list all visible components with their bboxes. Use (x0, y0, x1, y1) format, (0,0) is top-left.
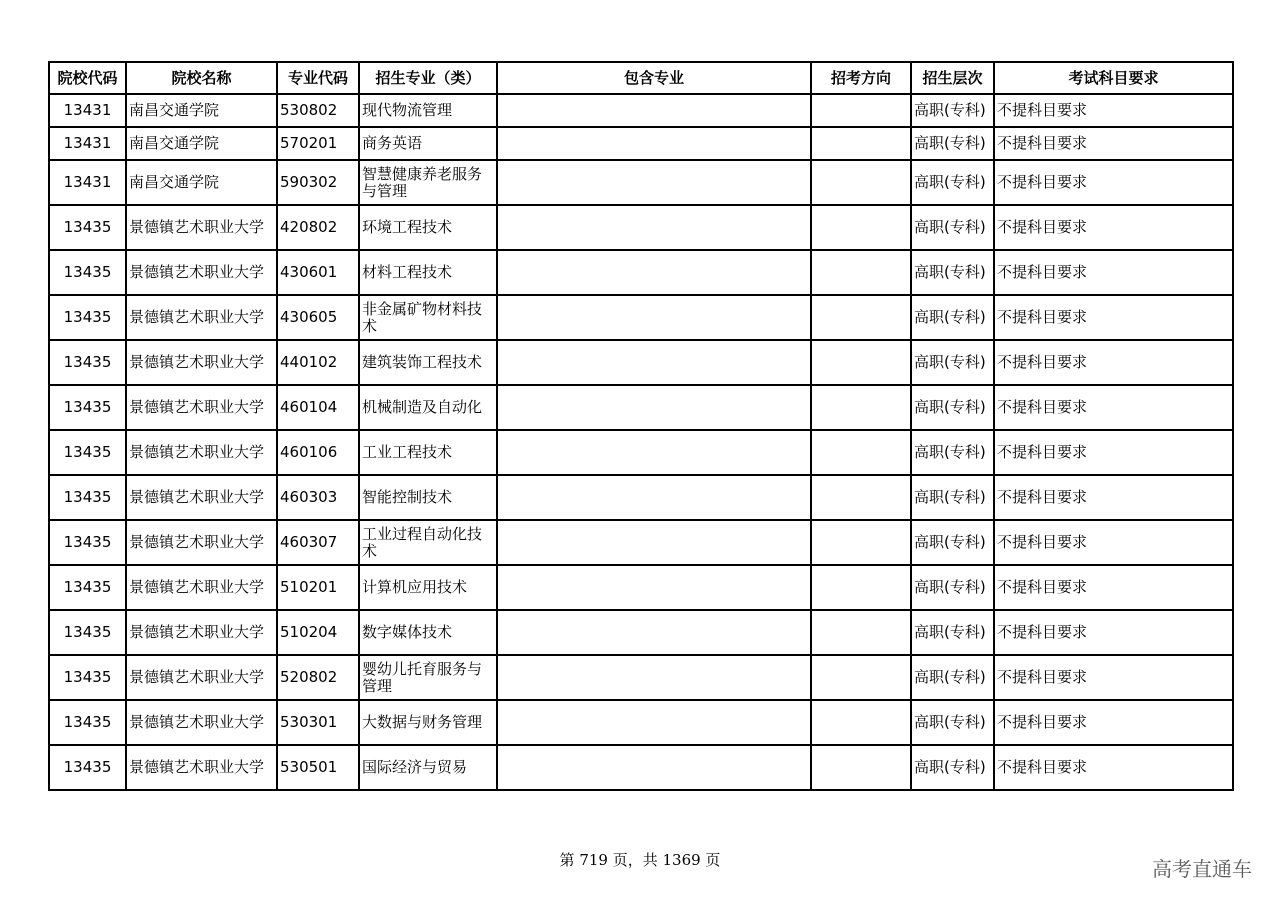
cell-direction (811, 655, 911, 700)
table-row (49, 430, 1233, 475)
cell-major-code: 590302 (277, 160, 359, 205)
header-level: 招生层次 (911, 62, 994, 94)
cell-level: 高职(专科) (911, 127, 994, 160)
cell-major: 工业工程技术 (359, 430, 497, 475)
table-row (49, 250, 1233, 295)
cell-subject-requirement: 不提科目要求 (994, 700, 1233, 745)
cell-level: 高职(专科) (911, 160, 994, 205)
cell-level: 高职(专科) (911, 340, 994, 385)
cell-school-code: 13435 (49, 610, 126, 655)
cell-included-majors (497, 250, 811, 295)
cell-major-code: 460106 (277, 430, 359, 475)
cell-included-majors (497, 700, 811, 745)
cell-school-name: 南昌交通学院 (126, 127, 277, 160)
header-major-code: 专业代码 (277, 62, 359, 94)
cell-school-code: 13435 (49, 295, 126, 340)
cell-major-code: 530501 (277, 745, 359, 790)
cell-major-code: 510201 (277, 565, 359, 610)
cell-subject-requirement: 不提科目要求 (994, 340, 1233, 385)
table-row (49, 160, 1233, 205)
cell-school-name: 景德镇艺术职业大学 (126, 565, 277, 610)
cell-school-code: 13435 (49, 250, 126, 295)
cell-major: 数字媒体技术 (359, 610, 497, 655)
cell-subject-requirement: 不提科目要求 (994, 205, 1233, 250)
table-row (49, 565, 1233, 610)
cell-included-majors (497, 94, 811, 127)
table-row (49, 610, 1233, 655)
cell-school-code: 13435 (49, 700, 126, 745)
cell-subject-requirement: 不提科目要求 (994, 475, 1233, 520)
cell-direction (811, 565, 911, 610)
cell-major: 婴幼儿托育服务与管理 (359, 655, 497, 700)
cell-level: 高职(专科) (911, 565, 994, 610)
cell-school-name: 南昌交通学院 (126, 94, 277, 127)
cell-level: 高职(专科) (911, 700, 994, 745)
cell-school-code: 13435 (49, 205, 126, 250)
cell-subject-requirement: 不提科目要求 (994, 520, 1233, 565)
page-number: 第 719 页，共 1369 页 (559, 851, 721, 869)
cell-school-name: 景德镇艺术职业大学 (126, 205, 277, 250)
cell-subject-requirement: 不提科目要求 (994, 160, 1233, 205)
header-direction: 招考方向 (811, 62, 911, 94)
cell-level: 高职(专科) (911, 745, 994, 790)
table-row (49, 295, 1233, 340)
cell-school-name: 景德镇艺术职业大学 (126, 340, 277, 385)
cell-included-majors (497, 160, 811, 205)
cell-level: 高职(专科) (911, 430, 994, 475)
cell-school-name: 景德镇艺术职业大学 (126, 250, 277, 295)
cell-included-majors (497, 430, 811, 475)
cell-direction (811, 430, 911, 475)
cell-school-name: 景德镇艺术职业大学 (126, 745, 277, 790)
cell-major: 工业过程自动化技术 (359, 520, 497, 565)
cell-level: 高职(专科) (911, 250, 994, 295)
cell-major-code: 460303 (277, 475, 359, 520)
cell-direction (811, 94, 911, 127)
header-school-code: 院校代码 (49, 62, 126, 94)
cell-school-code: 13431 (49, 127, 126, 160)
cell-subject-requirement: 不提科目要求 (994, 295, 1233, 340)
cell-school-name: 景德镇艺术职业大学 (126, 520, 277, 565)
table-body (49, 94, 1233, 790)
cell-major: 计算机应用技术 (359, 565, 497, 610)
cell-direction (811, 250, 911, 295)
cell-major: 智慧健康养老服务与管理 (359, 160, 497, 205)
cell-level: 高职(专科) (911, 655, 994, 700)
cell-level: 高职(专科) (911, 385, 994, 430)
cell-direction (811, 385, 911, 430)
cell-school-code: 13435 (49, 745, 126, 790)
cell-major: 国际经济与贸易 (359, 745, 497, 790)
cell-direction (811, 610, 911, 655)
cell-level: 高职(专科) (911, 520, 994, 565)
cell-included-majors (497, 295, 811, 340)
cell-major: 现代物流管理 (359, 94, 497, 127)
cell-included-majors (497, 127, 811, 160)
cell-subject-requirement: 不提科目要求 (994, 385, 1233, 430)
cell-school-name: 景德镇艺术职业大学 (126, 385, 277, 430)
cell-major: 材料工程技术 (359, 250, 497, 295)
cell-included-majors (497, 340, 811, 385)
cell-school-code: 13435 (49, 430, 126, 475)
cell-school-code: 13435 (49, 475, 126, 520)
header-school-name: 院校名称 (126, 62, 277, 94)
cell-school-name: 南昌交通学院 (126, 160, 277, 205)
cell-included-majors (497, 520, 811, 565)
cell-direction (811, 295, 911, 340)
cell-direction (811, 340, 911, 385)
cell-included-majors (497, 610, 811, 655)
table-row (49, 700, 1233, 745)
cell-level: 高职(专科) (911, 475, 994, 520)
cell-school-name: 景德镇艺术职业大学 (126, 700, 277, 745)
cell-subject-requirement: 不提科目要求 (994, 610, 1233, 655)
table-row (49, 205, 1233, 250)
table-row (49, 745, 1233, 790)
cell-school-code: 13435 (49, 385, 126, 430)
header-subject-requirement: 考试科目要求 (994, 62, 1233, 94)
cell-subject-requirement: 不提科目要求 (994, 565, 1233, 610)
cell-school-code: 13435 (49, 655, 126, 700)
cell-major-code: 520802 (277, 655, 359, 700)
cell-subject-requirement: 不提科目要求 (994, 430, 1233, 475)
cell-included-majors (497, 385, 811, 430)
cell-school-code: 13431 (49, 160, 126, 205)
table-row (49, 520, 1233, 565)
cell-level: 高职(专科) (911, 295, 994, 340)
cell-school-code: 13431 (49, 94, 126, 127)
cell-major: 机械制造及自动化 (359, 385, 497, 430)
cell-major-code: 430601 (277, 250, 359, 295)
cell-direction (811, 127, 911, 160)
cell-major: 环境工程技术 (359, 205, 497, 250)
cell-major: 商务英语 (359, 127, 497, 160)
cell-school-name: 景德镇艺术职业大学 (126, 430, 277, 475)
cell-subject-requirement: 不提科目要求 (994, 745, 1233, 790)
cell-included-majors (497, 205, 811, 250)
watermark: 高考直通车 (1152, 857, 1252, 881)
cell-major-code: 530802 (277, 94, 359, 127)
table-row (49, 475, 1233, 520)
cell-major-code: 460104 (277, 385, 359, 430)
cell-direction (811, 520, 911, 565)
table-row (49, 127, 1233, 160)
cell-direction (811, 160, 911, 205)
cell-major-code: 530301 (277, 700, 359, 745)
cell-school-code: 13435 (49, 520, 126, 565)
cell-direction (811, 745, 911, 790)
cell-school-name: 景德镇艺术职业大学 (126, 475, 277, 520)
cell-major-code: 430605 (277, 295, 359, 340)
cell-major-code: 440102 (277, 340, 359, 385)
cell-school-name: 景德镇艺术职业大学 (126, 655, 277, 700)
cell-subject-requirement: 不提科目要求 (994, 127, 1233, 160)
cell-level: 高职(专科) (911, 94, 994, 127)
cell-major-code: 510204 (277, 610, 359, 655)
cell-level: 高职(专科) (911, 610, 994, 655)
cell-major: 大数据与财务管理 (359, 700, 497, 745)
header-included-majors: 包含专业 (497, 62, 811, 94)
table-row (49, 385, 1233, 430)
cell-subject-requirement: 不提科目要求 (994, 655, 1233, 700)
cell-major-code: 420802 (277, 205, 359, 250)
table-row (49, 655, 1233, 700)
cell-included-majors (497, 565, 811, 610)
cell-direction (811, 205, 911, 250)
header-major: 招生专业（类） (359, 62, 497, 94)
cell-school-code: 13435 (49, 340, 126, 385)
cell-direction (811, 475, 911, 520)
cell-level: 高职(专科) (911, 205, 994, 250)
cell-direction (811, 700, 911, 745)
cell-school-code: 13435 (49, 565, 126, 610)
admissions-table (48, 61, 1234, 791)
cell-included-majors (497, 475, 811, 520)
table-header-row (49, 62, 1233, 94)
cell-included-majors (497, 655, 811, 700)
cell-major-code: 570201 (277, 127, 359, 160)
cell-school-name: 景德镇艺术职业大学 (126, 610, 277, 655)
cell-major: 建筑装饰工程技术 (359, 340, 497, 385)
cell-subject-requirement: 不提科目要求 (994, 94, 1233, 127)
cell-major-code: 460307 (277, 520, 359, 565)
table-row (49, 340, 1233, 385)
table-row (49, 94, 1233, 127)
cell-included-majors (497, 745, 811, 790)
cell-major: 非金属矿物材料技术 (359, 295, 497, 340)
cell-subject-requirement: 不提科目要求 (994, 250, 1233, 295)
cell-major: 智能控制技术 (359, 475, 497, 520)
cell-school-name: 景德镇艺术职业大学 (126, 295, 277, 340)
